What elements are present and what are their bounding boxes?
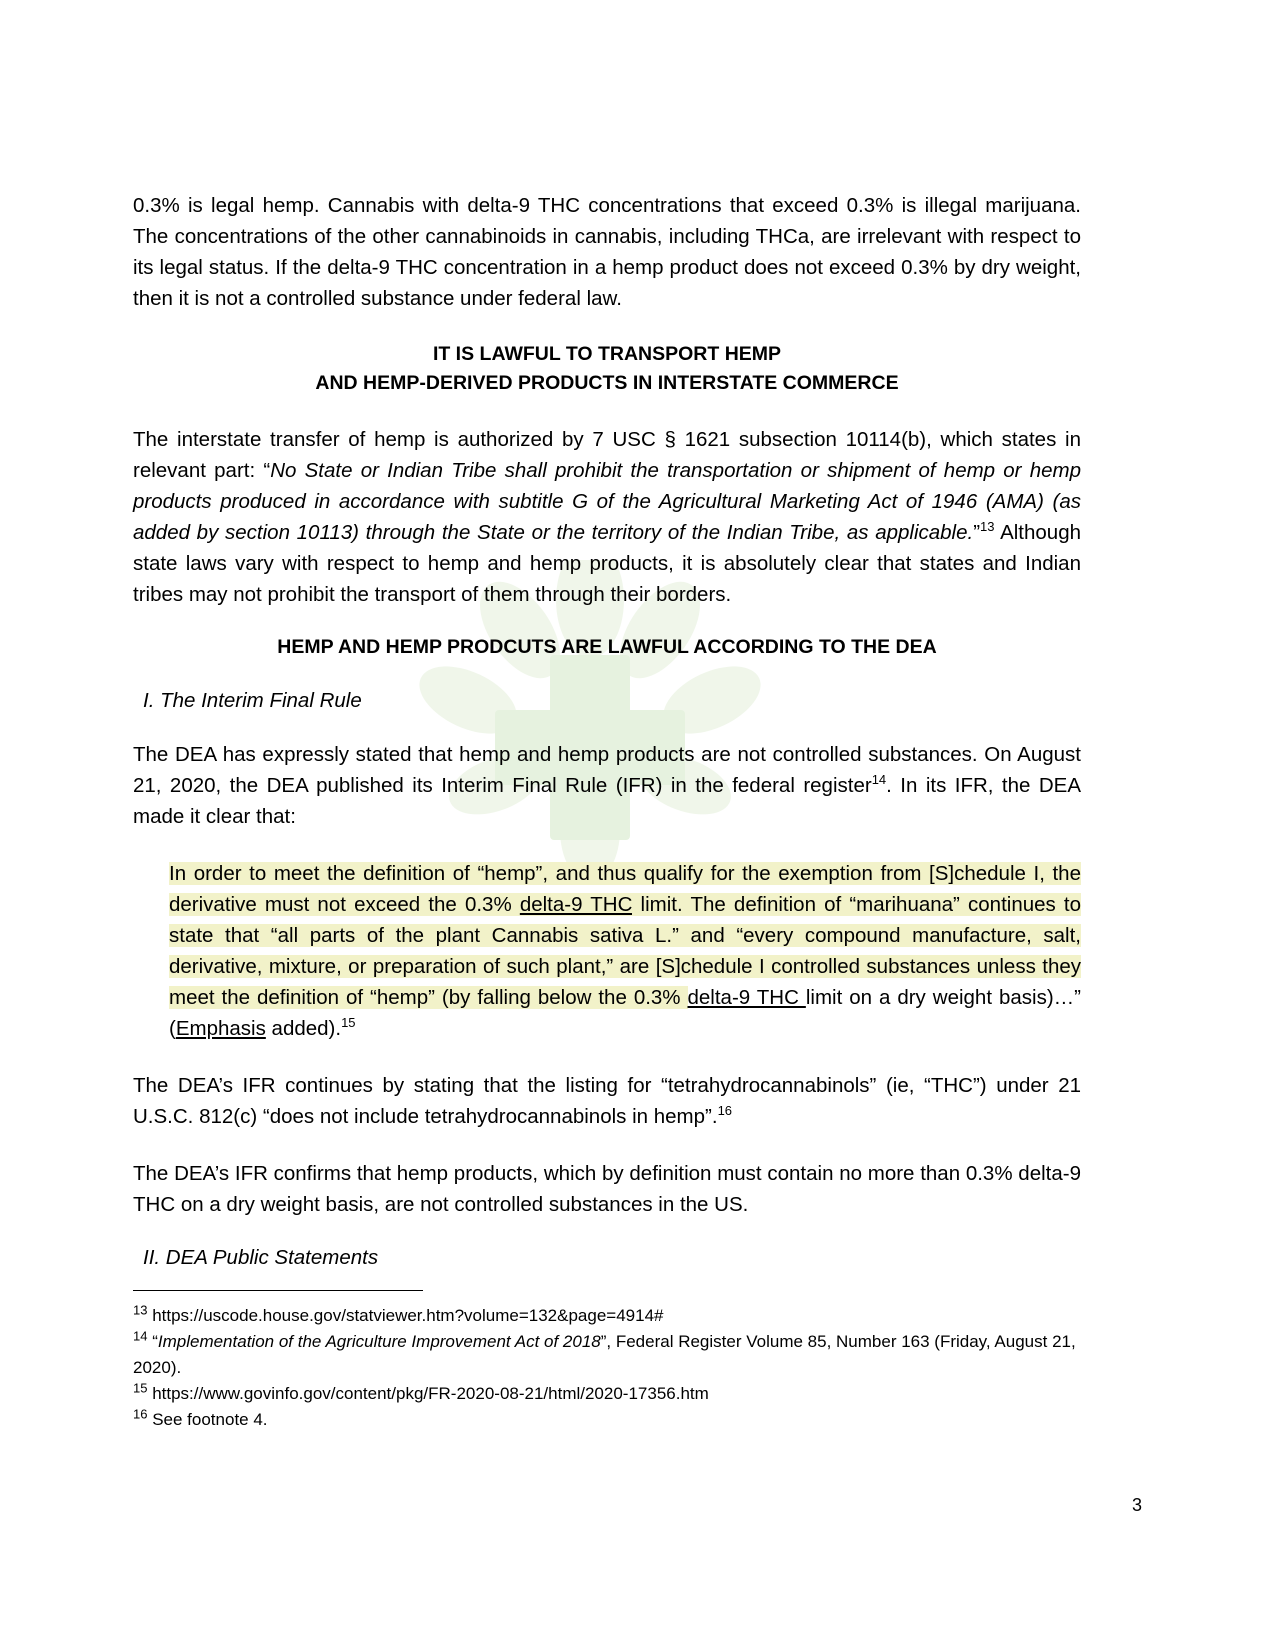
footnote-14-prefix: “ [152,1332,158,1351]
quote-part-c: limit. The definition of “marihuana” continues to state that “all parts of the plant Cannabis sativa L.” and “every compound manufacture, salt, derivative, mixture, or preparation of such plant,” are [S]chedule I controlled substances unless they meet the definition of “hemp” (by falling below the 0.3% [169,893,1082,1009]
quote-part-e: limit on a dry weight basis)…” ( [169,986,1081,1040]
footnote-ref-15: 15 [341,1015,356,1031]
blockquote-ifr-excerpt [169,858,1081,1044]
footnote-14-suffix: ”, Federal Register Volume 85, Number 163 (Friday, August 21, 2020). [133,1332,1076,1377]
footnote-number-14: 14 [133,1328,148,1344]
para-thc-a: The DEA’s IFR continues by stating that the listing for “tetrahydrocannabinols” (ie, “THC”) under 21 U.S.C. 812(c) “does not include tetrahydrocannabinols in hemp”. [133,1074,1081,1128]
footnote-13 [133,1303,1081,1329]
footnote-number-15: 15 [133,1380,148,1396]
footnote-ref-14: 14 [871,772,887,788]
page-number: 3 [1131,1495,1142,1515]
quote-part-g: added). [265,1017,342,1040]
footnote-16 [133,1407,1081,1433]
paragraph-dea-ifr [133,739,1081,832]
paragraph-intro: 0.3% is legal hemp. Cannabis with delta-9 THC concentrations that exceed 0.3% is illegal marijuana. The concentrations of the other cannabinoids in cannabis, including THCa, are irrelevant with respect to its legal status. If the delta-9 THC concentration in a hemp product does not exceed 0.3% by dry weight, then it is not a controlled substance under federal law. [133,194,1081,310]
quote-underline-delta9-2: delta-9 THC [687,986,806,1009]
subheading-dea-public-statements: II. DEA Public Statements [143,1246,379,1269]
paragraph-ifr-confirms: The DEA’s IFR confirms that hemp products, which by definition must contain no more than 0.3% delta-9 THC on a dry weight basis, are not controlled substances in the US. [133,1162,1081,1216]
quote-part-a: In order to meet the definition of “hemp”, and thus qualify for the exemption from [S]chedule I, the derivative must not exceed the 0.3% [169,862,1081,916]
para-interstate-quote: No State or Indian Tribe shall prohibit the transportation or shipment of hemp or hemp products produced in accordance with subtitle G of the Agricultural Marketing Act of 1946 (AMA) (as added by section 10113) through the State or the territory of the Indian Tribe, as applicable. [133,459,1081,544]
footnotes-section [133,1290,1081,1433]
footnote-number-16: 16 [133,1406,148,1422]
para-interstate-quote-close: ” [973,521,981,544]
para-dea-a: The DEA has expressly stated that hemp and hemp products are not controlled substances. On August 21, 2020, the DEA published its Interim Final Rule (IFR) in the federal register [133,743,1081,797]
footnote-14 [133,1329,1081,1381]
paragraph-interstate [133,424,1081,610]
heading-line-1: IT IS LAWFUL TO TRANSPORT HEMP [432,343,782,365]
footnote-separator [133,1290,423,1291]
quote-underline-emphasis: Emphasis [175,1017,266,1040]
heading-line-2: AND HEMP-DERIVED PRODUCTS IN INTERSTATE COMMERCE [315,372,899,394]
footnote-16-text: See footnote 4. [152,1410,268,1429]
document-body [133,190,1081,1296]
footnote-14-italic: Implementation of the Agriculture Improvement Act of 2018 [157,1332,601,1351]
quote-underline-delta9-1: delta-9 THC [519,893,633,916]
section-heading-transport [133,340,1081,398]
subheading-interim-final-rule: I. The Interim Final Rule [143,689,362,712]
footnote-ref-13: 13 [980,519,995,535]
footnote-13-text: https://uscode.house.gov/statviewer.htm?volume=132&page=4914# [152,1306,664,1325]
footnote-number-13: 13 [133,1302,148,1318]
footnote-ref-16: 16 [717,1103,733,1119]
para-interstate-lead: The interstate transfer of hemp is authorized by 7 USC § 1621 subsection 10114(b), which states in relevant part: “ [133,428,1081,482]
paragraph-thc-listing [133,1070,1081,1132]
para-interstate-tail: Although state laws vary with respect to hemp and hemp products, it is absolutely clear that states and Indian tribes may not prohibit the transport of them through their borders. [133,521,1081,606]
para-dea-b: . In its IFR, the DEA made it clear that: [133,774,1081,828]
footnote-15-text: https://www.govinfo.gov/content/pkg/FR-2020-08-21/html/2020-17356.htm [152,1384,709,1403]
footnote-15 [133,1381,1081,1407]
section-heading-dea: HEMP AND HEMP PRODCUTS ARE LAWFUL ACCORDING TO THE DEA [277,636,937,658]
